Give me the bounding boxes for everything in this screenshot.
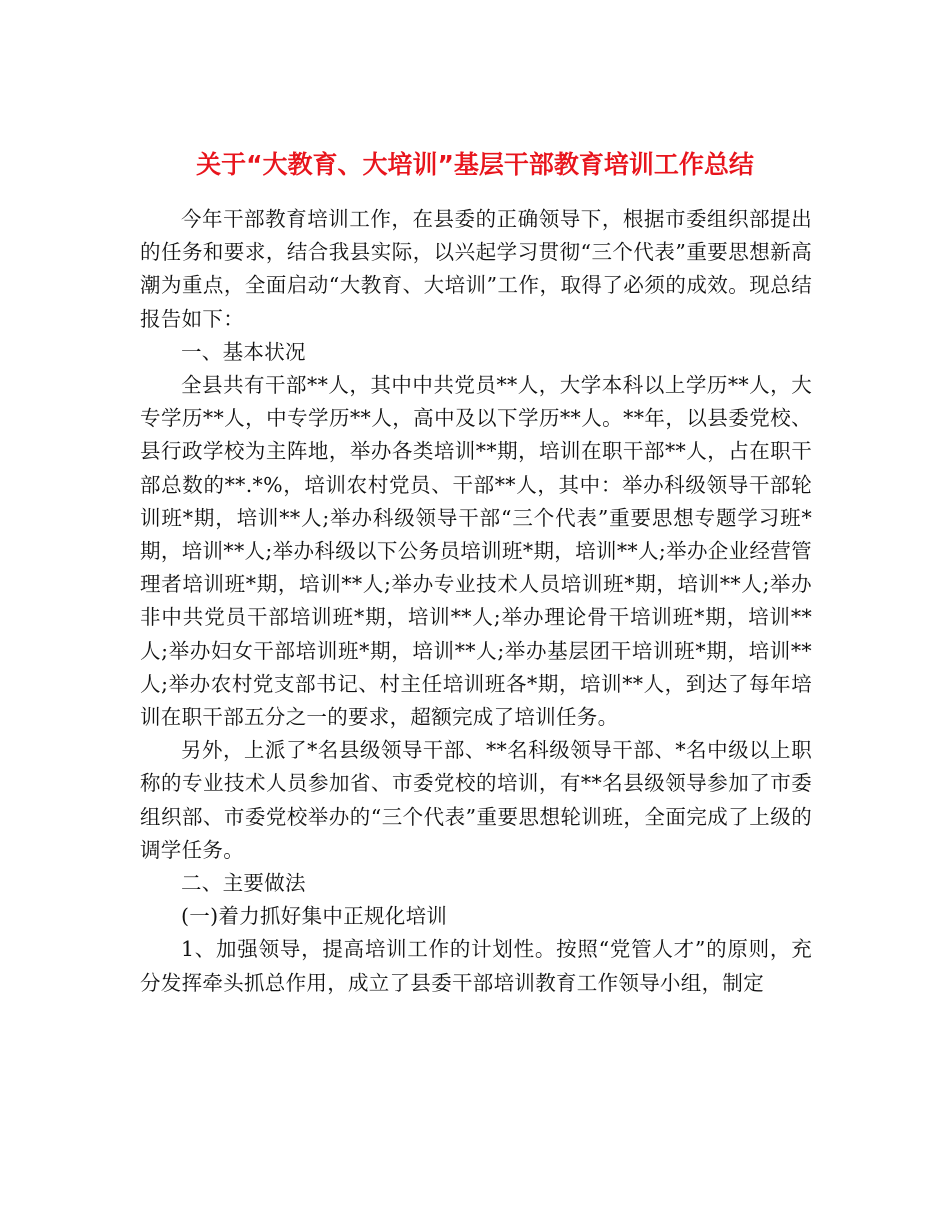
subsection-heading-centralized-training: (一)着力抓好集中正规化培训 <box>181 904 448 929</box>
strengthen-leadership-paragraph: 1、加强领导，提高培训工作的计划性。按照“党管人才”的原则，充分发挥牵头抓总作用，成立了县委干部培训教育工作领导小组，制定 <box>140 937 812 995</box>
document-body <box>140 203 812 1000</box>
section-heading-basic-situation: 一、基本状况 <box>181 339 306 364</box>
basic-situation-paragraph: 全县共有干部**人，其中中共党员**人，大学本科以上学历**人，大专学历**人，中专学历**人，高中及以下学历**人。**年，以县委党校、县行政学校为主阵地，举办各类培训**期，培训在职干部**人，占在职干部总数的**.*%，培训农村党员、干部**人，其中：举办科级领导干部轮训班*期，培训**人;举办科级领导干部“三个代表”重要思想专题学习班*期，培训**人;举办科级以下公务员培训班*期，培训**人;举办企业经营管理者培训班*期，培训**人;举办专业技术人员培训班*期，培训**人;举办非中共党员干部培训班*期，培训**人;举办理论骨干培训班*期，培训**人;举办妇女干部培训班*期，培训**人;举办基层团干培训班*期，培训**人;举办农村党支部书记、村主任培训班各*期，培训**人，到达了每年培训在职干部五分之一的要求，超额完成了培训任务。 <box>140 373 812 730</box>
section-heading-main-practices: 二、主要做法 <box>181 871 306 896</box>
intro-paragraph: 今年干部教育培训工作，在县委的正确领导下，根据市委组织部提出的任务和要求，结合我县实际，以兴起学习贯彻“三个代表”重要思想新高潮为重点，全面启动“大教育、大培训”工作，取得了必须的成效。现总结报告如下： <box>140 207 812 331</box>
document-title: 关于“大教育、大培训”基层干部教育培训工作总结 <box>196 149 754 179</box>
additional-training-paragraph: 另外，上派了*名县级领导干部、**名科级领导干部、*名中级以上职称的专业技术人员参加省、市委党校的培训，有**名县级领导参加了市委组织部、市委党校举办的“三个代表”重要思想轮训班，全面完成了上级的调学任务。 <box>140 738 812 862</box>
